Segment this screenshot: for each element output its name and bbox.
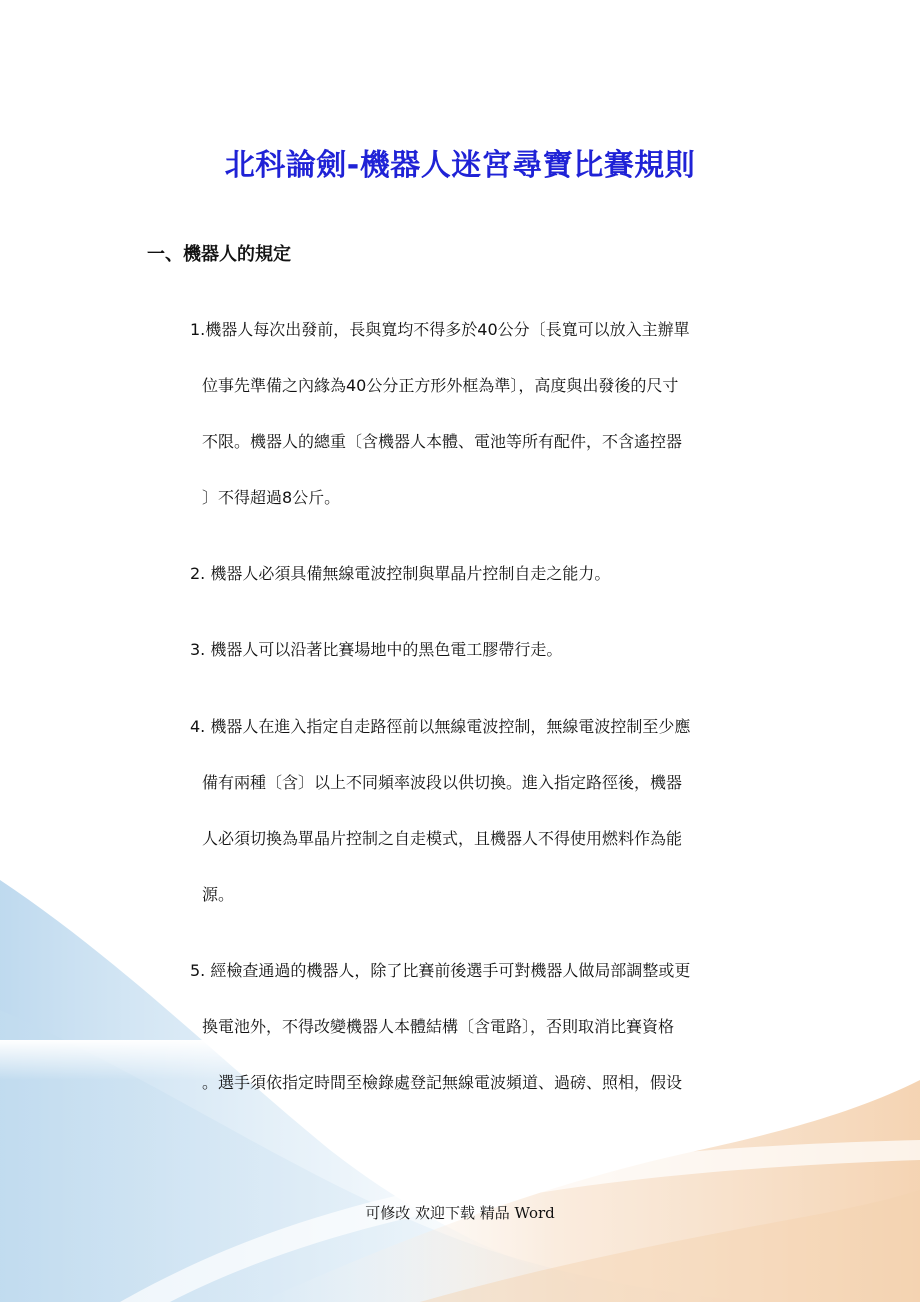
paragraph-line: 備有兩種〔含〕以上不同頻率波段以供切換。進入指定路徑後，機器	[202, 773, 683, 792]
paragraph-line: 3. 機器人可以沿著比賽場地中的黑色電工膠帶行走。	[190, 640, 563, 659]
rule-paragraph-3	[190, 638, 780, 694]
paragraph-line: 不限。機器人的總重〔含機器人本體、電池等所有配件，不含遙控器	[202, 432, 683, 451]
document-title: 北科論劍-機器人迷宮尋寶比賽規則	[224, 148, 696, 183]
paragraph-line: 4. 機器人在進入指定自走路徑前以無線電波控制，無線電波控制至少應	[190, 717, 691, 736]
rule-paragraph-1	[190, 318, 780, 542]
paragraph-line: 。選手須依指定時間至檢錄處登記無線電波頻道、過磅、照相，假设	[202, 1073, 683, 1092]
rule-paragraph-4	[190, 715, 780, 939]
paragraph-line: 源。	[202, 885, 235, 904]
section-heading: 一、機器人的規定	[147, 244, 291, 265]
paragraph-line: 1.機器人每次出發前，長與寬均不得多於40公分〔長寬可以放入主辦單	[190, 320, 690, 339]
rule-paragraph-5	[190, 959, 780, 1127]
page-footer: 可修改 欢迎下载 精品 Word	[365, 1204, 555, 1222]
paragraph-line: 〕不得超過8公斤。	[202, 488, 341, 507]
rule-paragraph-2	[190, 562, 780, 618]
paragraph-line: 換電池外，不得改變機器人本體結構〔含電路〕，否則取消比賽資格	[202, 1017, 675, 1036]
paragraph-line: 人必須切換為單晶片控制之自走模式，且機器人不得使用燃料作為能	[202, 829, 683, 848]
paragraph-line: 位事先準備之內緣為40公分正方形外框為準〕，高度與出發後的尺寸	[202, 376, 679, 395]
paragraph-line: 2. 機器人必須具備無線電波控制與單晶片控制自走之能力。	[190, 564, 611, 583]
paragraph-line: 5. 經檢查通過的機器人，除了比賽前後選手可對機器人做局部調整或更	[190, 961, 691, 980]
